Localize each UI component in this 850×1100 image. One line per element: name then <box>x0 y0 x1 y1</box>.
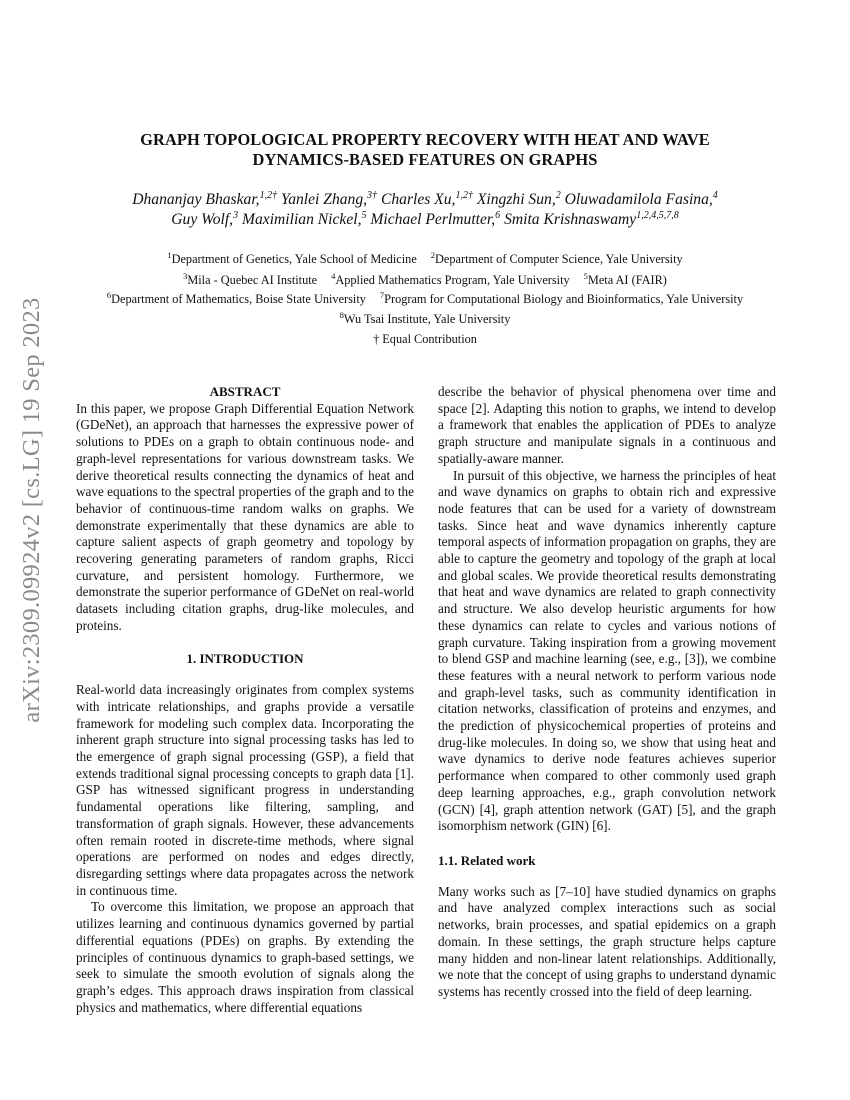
author: Yanlei Zhang,$^{3\dagger}$ <box>280 189 378 208</box>
abstract-heading: ABSTRACT <box>209 384 281 399</box>
related-work-paragraph: Many works such as [7–10] have studied dynamics on graphs and have analyzed complex interactions such as social networks, brain processes, and spatial epidemics on a graph domain. In these settings, the graph structure helps capture many hidden and non-linear latent relationships. Additionally, we note that the concept of using graphs to understand dynamic systems has recently crossed into the field of deep learning. <box>438 883 776 999</box>
author: Guy Wolf,$^3$ <box>171 209 239 228</box>
author: Xingzhi Sun,$^2$ <box>476 189 561 208</box>
equal-contribution-note: † Equal Contribution <box>373 332 477 346</box>
intro-paragraph-4: In pursuit of this objective, we harness the principles of heat and wave dynamics on graphs to obtain rich and expressive node features that can be used for a variety of downstream tasks. Since heat and wave dynamics inherently capture temporal aspects of information propagation on graphs, they are able to capture the geometry and topology of the graph at local and global scales. We provide theoretical results demonstrating that heat and wave dynamics are related to graph connectivity and structure. We also develop heuristic arguments for how these dynamics can relate to cycles and various notions of graph curvature. Taking inspiration from a growing movement to blend GSP and machine learning (see, e.g., [3]), we combine these features with a neural network to perform various node and graph-level tasks, such as community identification in citation networks, classification of proteins and enzymes, and the prediction of physicochemical properties of proteins and drug-like molecules. In doing so, we show that using heat and wave dynamics to derive node features achieves superior performance when compared to other commonly used graph deep learning approaches, e.g., graph convolution network (GCN) [4], graph attention network (GAT) [5], and the graph isomorphism network (GIN) [6]. <box>438 467 777 834</box>
affiliation-line-4: $^8$Wu Tsai Institute, Yale University <box>339 309 511 326</box>
intro-paragraph-1: Real-world data increasingly originates from complex systems with intricate relationships, and graphs provide a versatile framework for modeling such complex data. Incorporating the inherent graph structure into signal processing tasks has led to the emergence of graph signal processing (GSP), a field that extends traditional signal processing concepts to graph data [1]. GSP has witnessed significant progress in understanding fundamental operations like filtering, sampling, and transformation of graph signals. However, these advancements often remain rooted in discrete-time methods, where signal operations are performed on nodes and edges directly, disregarding settings where data propagates across the network in continuous time. <box>76 682 414 898</box>
left-column <box>76 384 414 1016</box>
paper-title <box>120 130 730 170</box>
author: Michael Perlmutter,$^6$ <box>370 209 501 228</box>
author: Charles Xu,$^{1,2\dagger}$ <box>380 189 473 208</box>
intro-heading: 1. INTRODUCTION <box>186 650 304 666</box>
title-line-2: DYNAMICS-BASED FEATURES ON GRAPHS <box>252 150 598 169</box>
author: Smita Krishnaswamy$^{1,2,4,5,7,8}$ <box>504 209 679 228</box>
title-line-1: GRAPH TOPOLOGICAL PROPERTY RECOVERY WITH HEAT AND WAVE <box>140 130 710 149</box>
author-list <box>80 190 770 230</box>
author-line-1 <box>80 190 770 210</box>
author: Oluwadamilola Fasina,$^4$ <box>564 189 718 208</box>
related-work-heading: 1.1. Related work <box>438 852 536 868</box>
author-line-2 <box>80 210 770 230</box>
right-column <box>438 384 776 1001</box>
intro-paragraph-3: describe the behavior of physical phenomena over time and space [2]. Adapting this notion to graphs, we intend to develop a framework that enables the application of PDEs to analyze graph structure and manipulate signals in a continuous and spatially-aware manner. <box>438 384 776 466</box>
intro-paragraph-2: To overcome this limitation, we propose an approach that utilizes learning and continuous dynamics governed by partial differential equations (PDEs) on graphs. By extending the principles of continuous dynamics to graph-based settings, we seek to simulate the smooth evolution of signals along the graph’s edges. This approach draws inspiration from classical physics and mathematics, where differential equations <box>76 899 414 1015</box>
author: Maximilian Nickel,$^5$ <box>241 209 367 228</box>
affiliation-line-2: $^3$Mila - Quebec AI Institute $^4$Applied Mathematics Program, Yale University $^5$Meta AI (FAIR) <box>183 270 667 287</box>
arxiv-identifier: arXiv:2309.09924v2 [cs.LG] 19 Sep 2023 <box>18 297 45 723</box>
affiliation-line-1: $^1$Department of Genetics, Yale School of Medicine $^2$Department of Computer Science, Yale University <box>167 249 683 266</box>
abstract-text: In this paper, we propose Graph Differential Equation Network (GDeNet), an approach that harnesses the expressive power of solutions to PDEs on a graph to obtain continuous node- and graph-level representations for various downstream tasks. We derive theoretical results connecting the dynamics of heat and wave equations to the spectral properties of the graph and to the behavior of continuous-time random walks on graphs. We demonstrate experimentally that these dynamics are able to capture salient aspects of graph geometry and topology by recovering generating parameters of random graphs, Ricci curvature, and persistent homology. Furthermore, we demonstrate the superior performance of GDeNet on real-world datasets including citation graphs, drug-like molecules, and proteins. <box>76 400 414 633</box>
author: Dhananjay Bhaskar,$^{1,2\dagger}$ <box>132 189 278 208</box>
affiliation-line-3: $^6$Department of Mathematics, Boise State University $^7$Program for Computational Biology and Bioinformatics, Yale University <box>106 289 744 306</box>
